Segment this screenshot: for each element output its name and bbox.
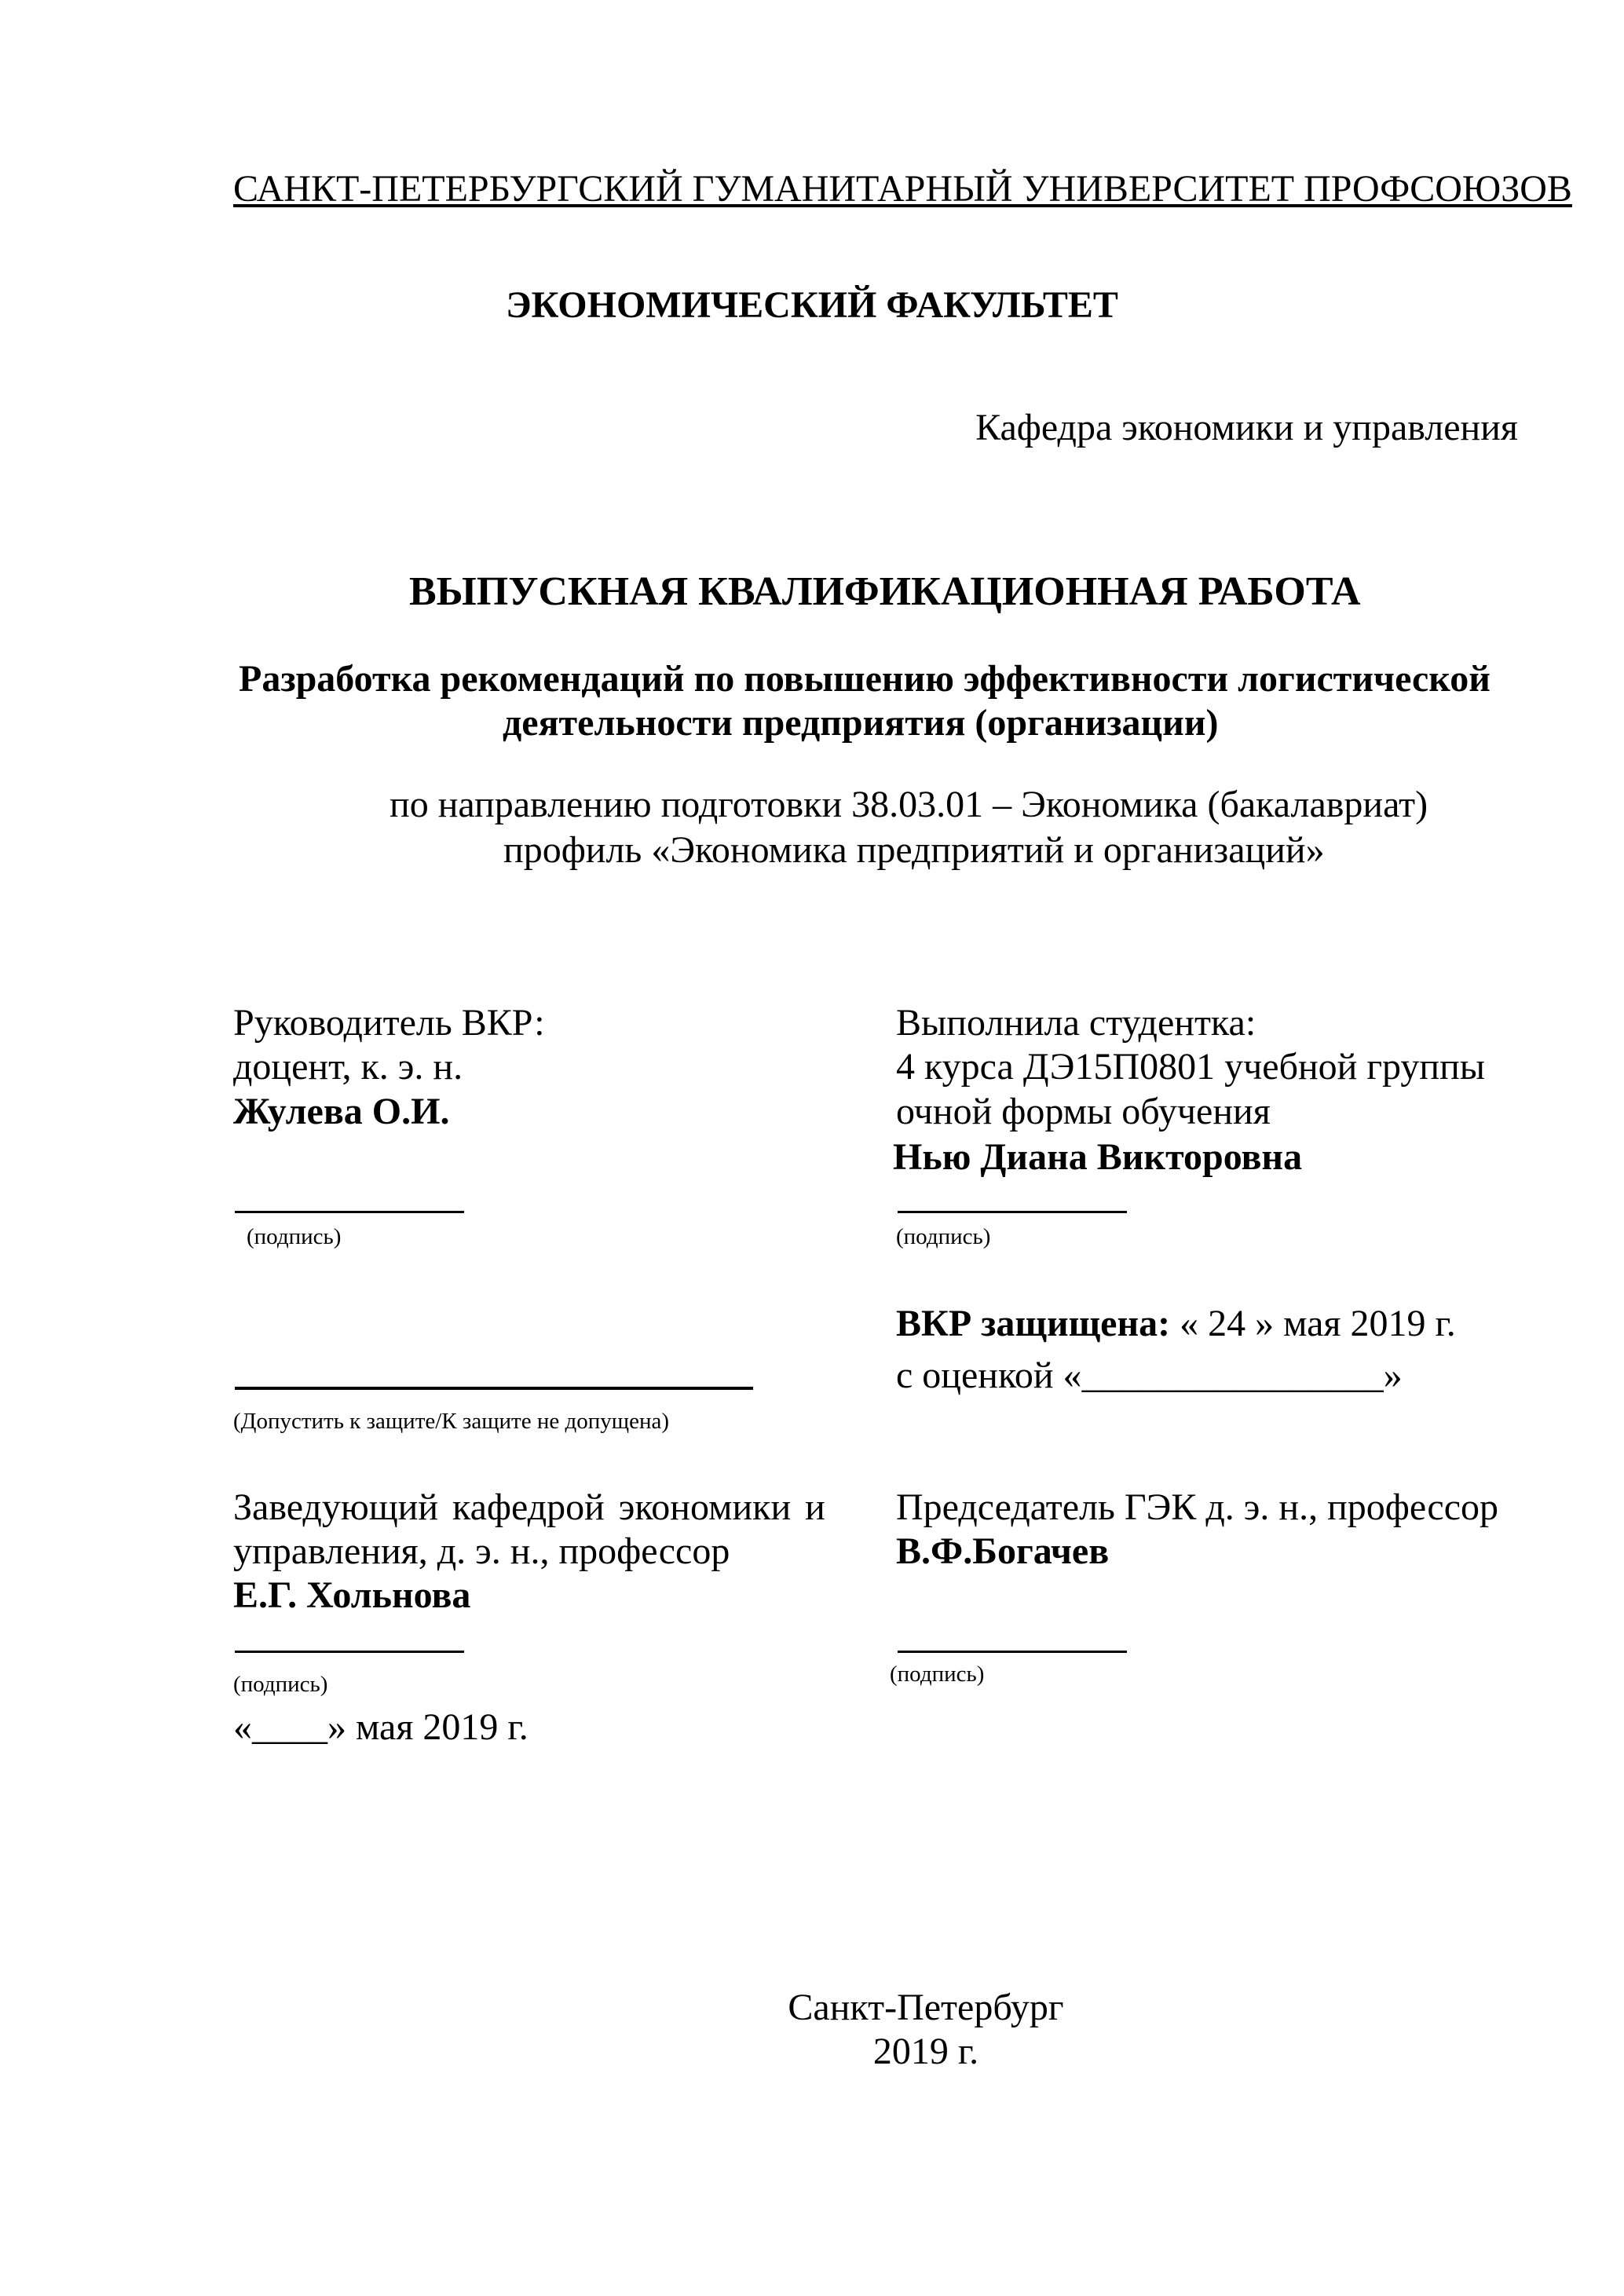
head-name: Е.Г. Хольнова <box>233 1574 471 1616</box>
footer-city: Санкт-Петербург <box>788 1987 1064 2028</box>
chairman-line-1: Председатель ГЭК д. э. н., профессор <box>896 1486 1498 1528</box>
supervisor-signature-caption: (подпись) <box>247 1224 342 1249</box>
grade-line <box>896 1354 1403 1398</box>
direction-line: по направлению подготовки 38.03.01 – Экономика (бакалавриат) <box>390 784 1428 825</box>
head-date-blank: ____ <box>252 1706 327 1748</box>
student-signature-line <box>898 1211 1127 1213</box>
chairman-signature-line <box>898 1651 1127 1653</box>
topic-line-2: деятельности предприятия (организации) <box>503 702 1219 744</box>
chairman-signature-caption: (подпись) <box>890 1662 985 1687</box>
head-date-rest: » мая 2019 г. <box>327 1706 529 1748</box>
defense-label: ВКР защищена: <box>896 1303 1171 1344</box>
admission-caption: (Допустить к защите/К защите не допущена) <box>233 1409 670 1434</box>
student-signature-caption: (подпись) <box>896 1224 991 1249</box>
head-signature-caption: (подпись) <box>233 1672 328 1697</box>
university-name: САНКТ-ПЕТЕРБУРГСКИЙ ГУМАНИТАРНЫЙ УНИВЕРСИТЕТ ПРОФСОЮЗОВ <box>233 168 1572 210</box>
head-line-2: управления, д. э. н., профессор <box>233 1530 730 1572</box>
work-type-title: ВЫПУСКНАЯ КВАЛИФИКАЦИОННАЯ РАБОТА <box>409 569 1361 614</box>
grade-blank: ________________ <box>1081 1355 1384 1396</box>
student-course: 4 курса ДЭ15П0801 учебной группы <box>896 1046 1486 1088</box>
topic-line-1: Разработка рекомендаций по повышению эффективности логистической <box>239 658 1490 700</box>
student-name: Нью Диана Викторовна <box>893 1136 1303 1178</box>
chairman-name: В.Ф.Богачев <box>896 1530 1110 1572</box>
faculty-title: ЭКОНОМИЧЕСКИЙ ФАКУЛЬТЕТ <box>506 284 1118 326</box>
head-signature-line <box>235 1651 464 1653</box>
supervisor-title: доцент, к. э. н. <box>233 1046 463 1088</box>
grade-prefix: с оценкой « <box>896 1355 1082 1396</box>
supervisor-name: Жулева О.И. <box>233 1091 450 1132</box>
supervisor-signature-line <box>235 1211 464 1213</box>
footer-year: 2019 г. <box>872 2031 979 2072</box>
student-form: очной формы обучения <box>896 1091 1271 1132</box>
department-name: Кафедра экономики и управления <box>975 407 1518 448</box>
head-date <box>233 1706 529 1749</box>
student-label: Выполнила студентка: <box>896 1002 1256 1044</box>
defense-line <box>896 1302 1456 1346</box>
head-line-1: Заведующий кафедрой экономики и <box>233 1486 825 1528</box>
defense-date: « 24 » мая 2019 г. <box>1180 1303 1456 1344</box>
admission-line <box>235 1387 753 1390</box>
supervisor-label: Руководитель ВКР: <box>233 1002 545 1044</box>
grade-suffix: » <box>1383 1355 1403 1396</box>
head-date-open: « <box>233 1706 252 1748</box>
profile-line: профиль «Экономика предприятий и организаций» <box>503 829 1325 871</box>
